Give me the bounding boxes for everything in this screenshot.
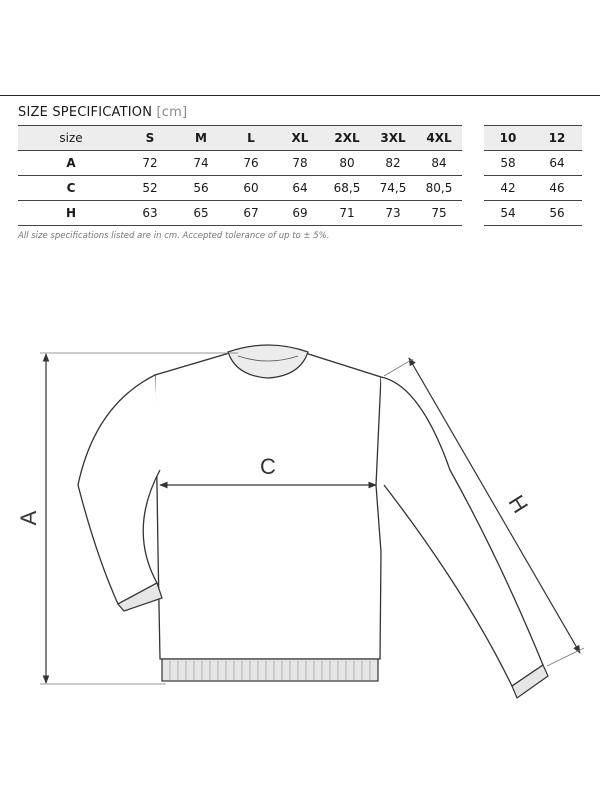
size-table-adult xyxy=(18,125,462,226)
table-cell: 64 xyxy=(532,151,582,176)
table-cell: 71 xyxy=(324,201,370,226)
table-row xyxy=(484,201,582,226)
hem-rib xyxy=(162,659,378,681)
table-cell: 56 xyxy=(176,176,226,201)
size-table-kids xyxy=(484,125,582,226)
table-cell: 84 xyxy=(416,151,462,176)
dimension-h-label: H xyxy=(503,490,534,518)
table-cell: 76 xyxy=(226,151,276,176)
table-cell: 64 xyxy=(276,176,324,201)
tolerance-note: All size specifications listed are in cm. Accepted tolerance of up to ± 5%. xyxy=(18,231,330,241)
table-row xyxy=(18,151,462,176)
table-row xyxy=(18,201,462,226)
table-cell: 60 xyxy=(226,176,276,201)
sweatshirt-diagram xyxy=(0,330,600,710)
header-row xyxy=(18,126,462,151)
table-cell: 65 xyxy=(176,201,226,226)
table-cell: 54 xyxy=(484,201,532,226)
size-xl: XL xyxy=(276,126,324,151)
size-s: S xyxy=(124,126,176,151)
row-label: H xyxy=(18,201,124,226)
table-row xyxy=(18,176,462,201)
top-divider xyxy=(0,95,600,96)
table-cell: 80 xyxy=(324,151,370,176)
table-cell: 75 xyxy=(416,201,462,226)
table-cell: 78 xyxy=(276,151,324,176)
table-cell: 56 xyxy=(532,201,582,226)
table-cell: 72 xyxy=(124,151,176,176)
size-10: 10 xyxy=(484,126,532,151)
right-sleeve xyxy=(381,377,543,686)
row-label: C xyxy=(18,176,124,201)
table-cell: 67 xyxy=(226,201,276,226)
table-cell: 73 xyxy=(370,201,416,226)
table-cell: 58 xyxy=(484,151,532,176)
table-row xyxy=(484,176,582,201)
size-m: M xyxy=(176,126,226,151)
table-cell: 80,5 xyxy=(416,176,462,201)
dimension-c-label: C xyxy=(260,454,276,479)
size-header: size xyxy=(18,126,124,151)
size-12: 12 xyxy=(532,126,582,151)
title-unit: [cm] xyxy=(156,105,188,120)
table-cell: 63 xyxy=(124,201,176,226)
table-cell: 82 xyxy=(370,151,416,176)
table-cell: 46 xyxy=(532,176,582,201)
table-row xyxy=(484,151,582,176)
table-cell: 52 xyxy=(124,176,176,201)
table-cell: 69 xyxy=(276,201,324,226)
size-l: L xyxy=(226,126,276,151)
size-3xl: 3XL xyxy=(370,126,416,151)
table-title xyxy=(18,105,187,120)
sweatshirt-outline xyxy=(155,352,381,659)
table-cell: 68,5 xyxy=(324,176,370,201)
title-text: SIZE SPECIFICATION xyxy=(18,105,153,120)
header-row xyxy=(484,126,582,151)
left-sleeve xyxy=(78,375,160,604)
table-cell: 74 xyxy=(176,151,226,176)
size-4xl: 4XL xyxy=(416,126,462,151)
size-2xl: 2XL xyxy=(324,126,370,151)
table-cell: 74,5 xyxy=(370,176,416,201)
row-label: A xyxy=(18,151,124,176)
table-cell: 42 xyxy=(484,176,532,201)
dimension-a-label: A xyxy=(16,510,41,526)
